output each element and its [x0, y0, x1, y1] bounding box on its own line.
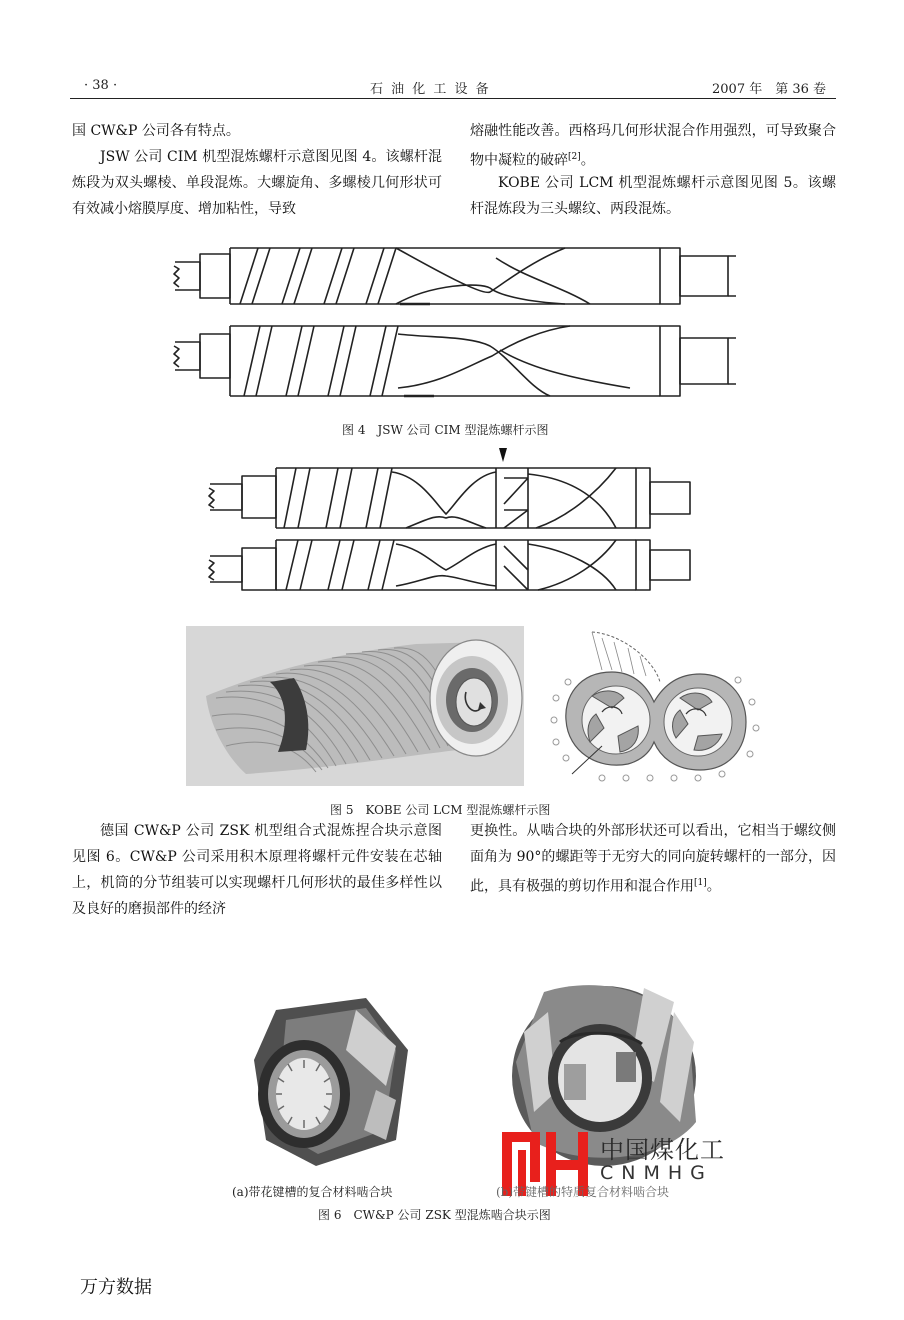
figure-6-caption: 图 6 CW&P 公司 ZSK 型混炼啮合块示图: [318, 1208, 551, 1222]
citation-2: [2]: [568, 152, 581, 162]
footer-source: 万方数据: [80, 1277, 152, 1298]
watermark-name: 中国煤化工: [600, 1136, 725, 1164]
paragraph-right-1-text: 熔融性能改善。西格玛几何形状混合作用强烈，可导致聚合物中凝粒的破碎: [470, 123, 836, 169]
arrow-marker-icon: [499, 448, 507, 462]
figure-5-cross-section: [542, 624, 762, 788]
figure-5-caption: 图 5 KOBE 公司 LCM 型混炼螺杆示图: [330, 803, 551, 817]
figure-6a-caption: (a)带花键槽的复合材料啮合块: [232, 1185, 393, 1199]
paragraph-right-3-end: 。: [706, 878, 721, 895]
watermark-code: CNMHG: [600, 1162, 713, 1184]
figure-5-lcm-screw-diagram: [206, 444, 696, 592]
journal-title: 石 油 化 工 设 备: [370, 82, 491, 97]
figure-4-caption: 图 4 JSW 公司 CIM 型混炼螺杆示图: [342, 423, 549, 437]
paragraph-right-1-end: 。: [580, 152, 595, 169]
paragraph-right-3: [470, 818, 836, 900]
paragraph-left-3: 德国 CW&P 公司 ZSK 机型组合式混炼捏合块示意图见图 6。CW&P 公司采用积木原理将螺杆元件安装在芯轴上，机筒的分节组装可以实现螺杆几何形状的最佳多样性以及良好的磨损部件的经济: [72, 823, 442, 917]
paragraph-right-1: [470, 118, 836, 174]
page-number: · 38 ·: [84, 78, 118, 93]
paragraph-left-1: 国 CW&P 公司各有特点。: [72, 123, 240, 139]
figure-5-rotor-rendering: [186, 626, 524, 786]
figure-4-cim-screw-diagram: [170, 238, 740, 408]
issue-info: 2007 年 第 36 卷: [712, 82, 827, 97]
paragraph-right-2: KOBE 公司 LCM 机型混炼螺杆示意图见图 5。该螺杆混炼段为三头螺纹、两段混炼。: [470, 175, 836, 217]
paragraph-left-2: JSW 公司 CIM 机型混炼螺杆示意图见图 4。该螺杆混炼段为双头螺棱、单段混炼。大螺旋角、多螺棱几何形状可有效减小熔膜厚度、增加粘性，导致: [72, 149, 442, 217]
figure-6a-splined-block-photo: [246, 990, 416, 1170]
figure-6b-caption: (b)带键槽的特质复合材料啮合块: [496, 1185, 670, 1199]
header-rule: [70, 98, 836, 99]
citation-1: [1]: [694, 878, 707, 888]
paragraph-right-3-text: 更换性。从啮合块的外部形状还可以看出，它相当于螺纹侧面角为 90°的螺距等于无穷大的同向旋转螺杆的一部分，因此，具有极强的剪切作用和混合作用: [470, 823, 836, 895]
